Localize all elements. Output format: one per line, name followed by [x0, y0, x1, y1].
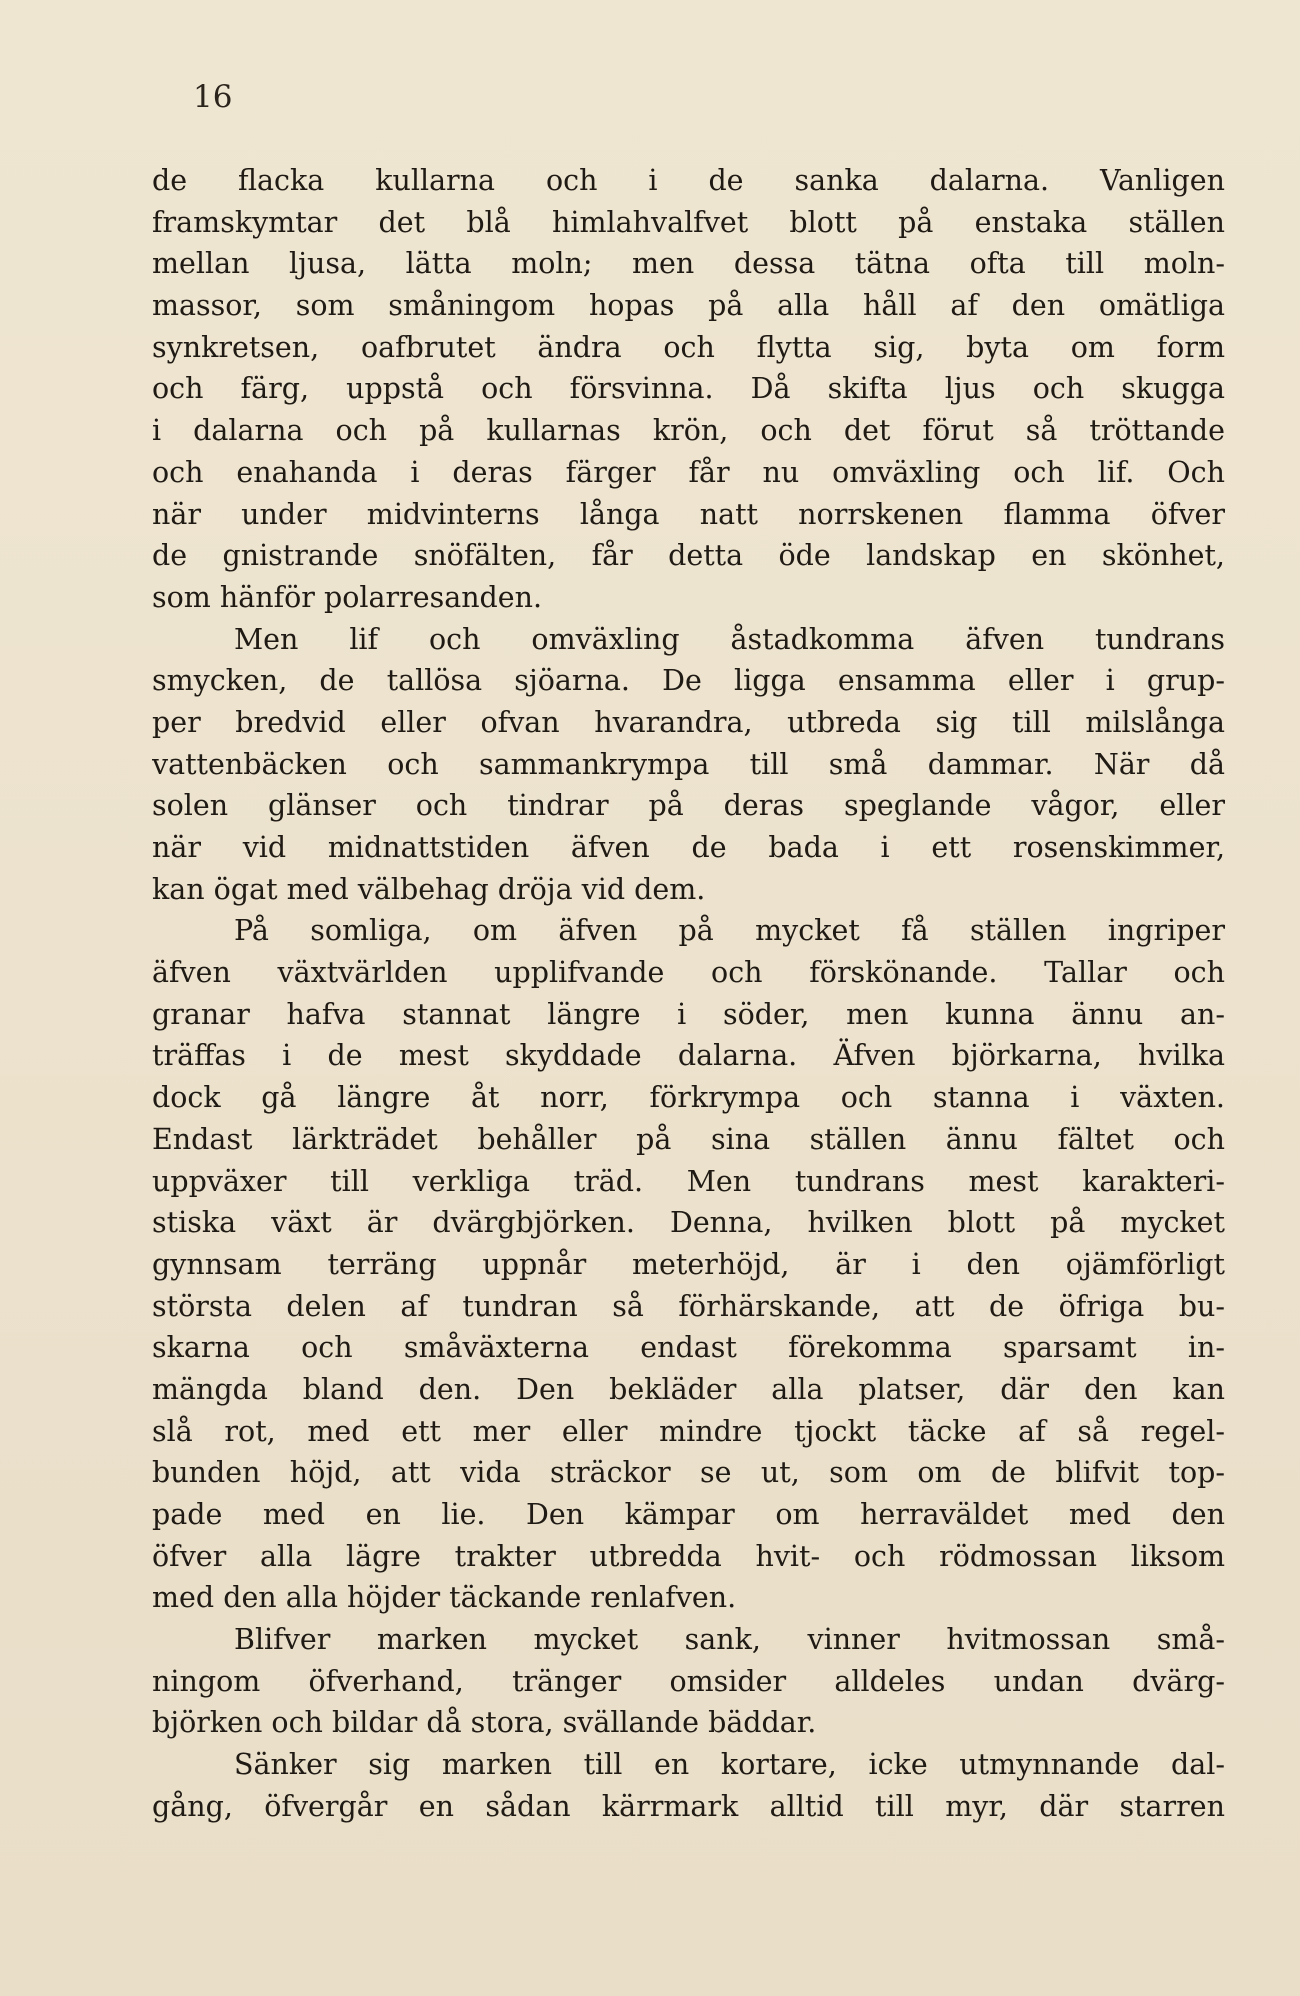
text-line: Blifver marken mycket sank, vinner hvitmossan små- [234, 1623, 1225, 1657]
text-line: skarna och småväxterna endast förekomma sparsamt in- [152, 1331, 1225, 1365]
text-line: framskymtar det blå himlahvalfvet blott på enstaka ställen [152, 205, 1225, 239]
text-line: dock gå längre åt norr, förkrympa och stanna i växten. [152, 1081, 1225, 1115]
text-line: per bredvid eller ofvan hvarandra, utbreda sig till milslånga [152, 705, 1225, 739]
text-line: och enahanda i deras färger får nu omväxling och lif. Och [152, 455, 1225, 489]
text-line: stiska växt är dvärgbjörken. Denna, hvilken blott på mycket [152, 1206, 1225, 1240]
text-line: äfven växtvärlden upplifvande och förskönande. Tallar och [152, 956, 1225, 990]
body-text [152, 160, 1225, 1828]
text-line: pade med en lie. Den kämpar om herraväldet med den [152, 1498, 1225, 1531]
text-line: öfver alla lägre trakter utbredda hvit- och rödmossan liksom [152, 1539, 1225, 1573]
text-line: när vid midnattstiden äfven de bada i ett rosenskimmer, [152, 831, 1225, 864]
text-line: mellan ljusa, lätta moln; men dessa tätna ofta till moln- [152, 247, 1225, 281]
text-line: massor, som småningom hopas på alla håll af den omätliga [152, 289, 1225, 323]
text-line: Men lif och omväxling åstadkomma äfven tundrans [234, 622, 1225, 656]
text-line: uppväxer till verkliga träd. Men tundrans mest karakteri- [152, 1164, 1225, 1198]
text-line: Endast lärkträdet behåller på sina ställen ännu fältet och [152, 1122, 1225, 1156]
text-line: när under midvinterns långa natt norrskenen flamma öfver [152, 497, 1225, 531]
text-line: och färg, uppstå och försvinna. Då skifta ljus och skugga [152, 372, 1225, 406]
text-line: vattenbäcken och sammankrympa till små dammar. När då [152, 747, 1225, 781]
text-line: med den alla höjder täckande renlafven. [152, 1581, 737, 1615]
text-line: gång, öfvergår en sådan kärrmark alltid till myr, där starren [152, 1789, 1225, 1823]
text-line: På somliga, om äfven på mycket få ställen ingriper [234, 914, 1225, 948]
text-line: björken och bildar då stora, svällande bäddar. [152, 1706, 817, 1740]
text-line: i dalarna och på kullarnas krön, och det förut så tröttande [152, 414, 1225, 448]
text-line: Sänker sig marken till en kortare, icke utmynnande dal- [234, 1748, 1225, 1782]
text-line: kan ögat med välbehag dröja vid dem. [152, 872, 706, 906]
text-line: träffas i de mest skyddade dalarna. Äfven björkarna, hvilka [152, 1039, 1225, 1073]
page-number: 16 [193, 79, 233, 115]
text-line: solen glänser och tindrar på deras speglande vågor, eller [152, 789, 1225, 823]
text-line: granar hafva stannat längre i söder, men kunna ännu an- [152, 997, 1225, 1031]
text-line: mängda bland den. Den bekläder alla platser, där den kan [152, 1372, 1225, 1406]
text-line: som hänför polarresanden. [152, 580, 543, 614]
text-line: de gnistrande snöfälten, får detta öde landskap en skönhet, [152, 539, 1225, 573]
text-line: synkretsen, oafbrutet ändra och flytta sig, byta om form [152, 330, 1225, 364]
text-line: de flacka kullarna och i de sanka dalarna. Vanligen [152, 164, 1225, 197]
text-line: gynnsam terräng uppnår meterhöjd, är i den ojämförligt [152, 1247, 1225, 1281]
text-line: ningom öfverhand, tränger omsider alldeles undan dvärg- [152, 1664, 1225, 1698]
text-line: bunden höjd, att vida sträckor se ut, som om de blifvit top- [152, 1456, 1225, 1490]
text-line: slå rot, med ett mer eller mindre tjockt täcke af så regel- [152, 1414, 1225, 1448]
text-line: största delen af tundran så förhärskande, att de öfriga bu- [152, 1289, 1225, 1323]
text-line: smycken, de tallösa sjöarna. De ligga ensamma eller i grup- [152, 664, 1225, 698]
